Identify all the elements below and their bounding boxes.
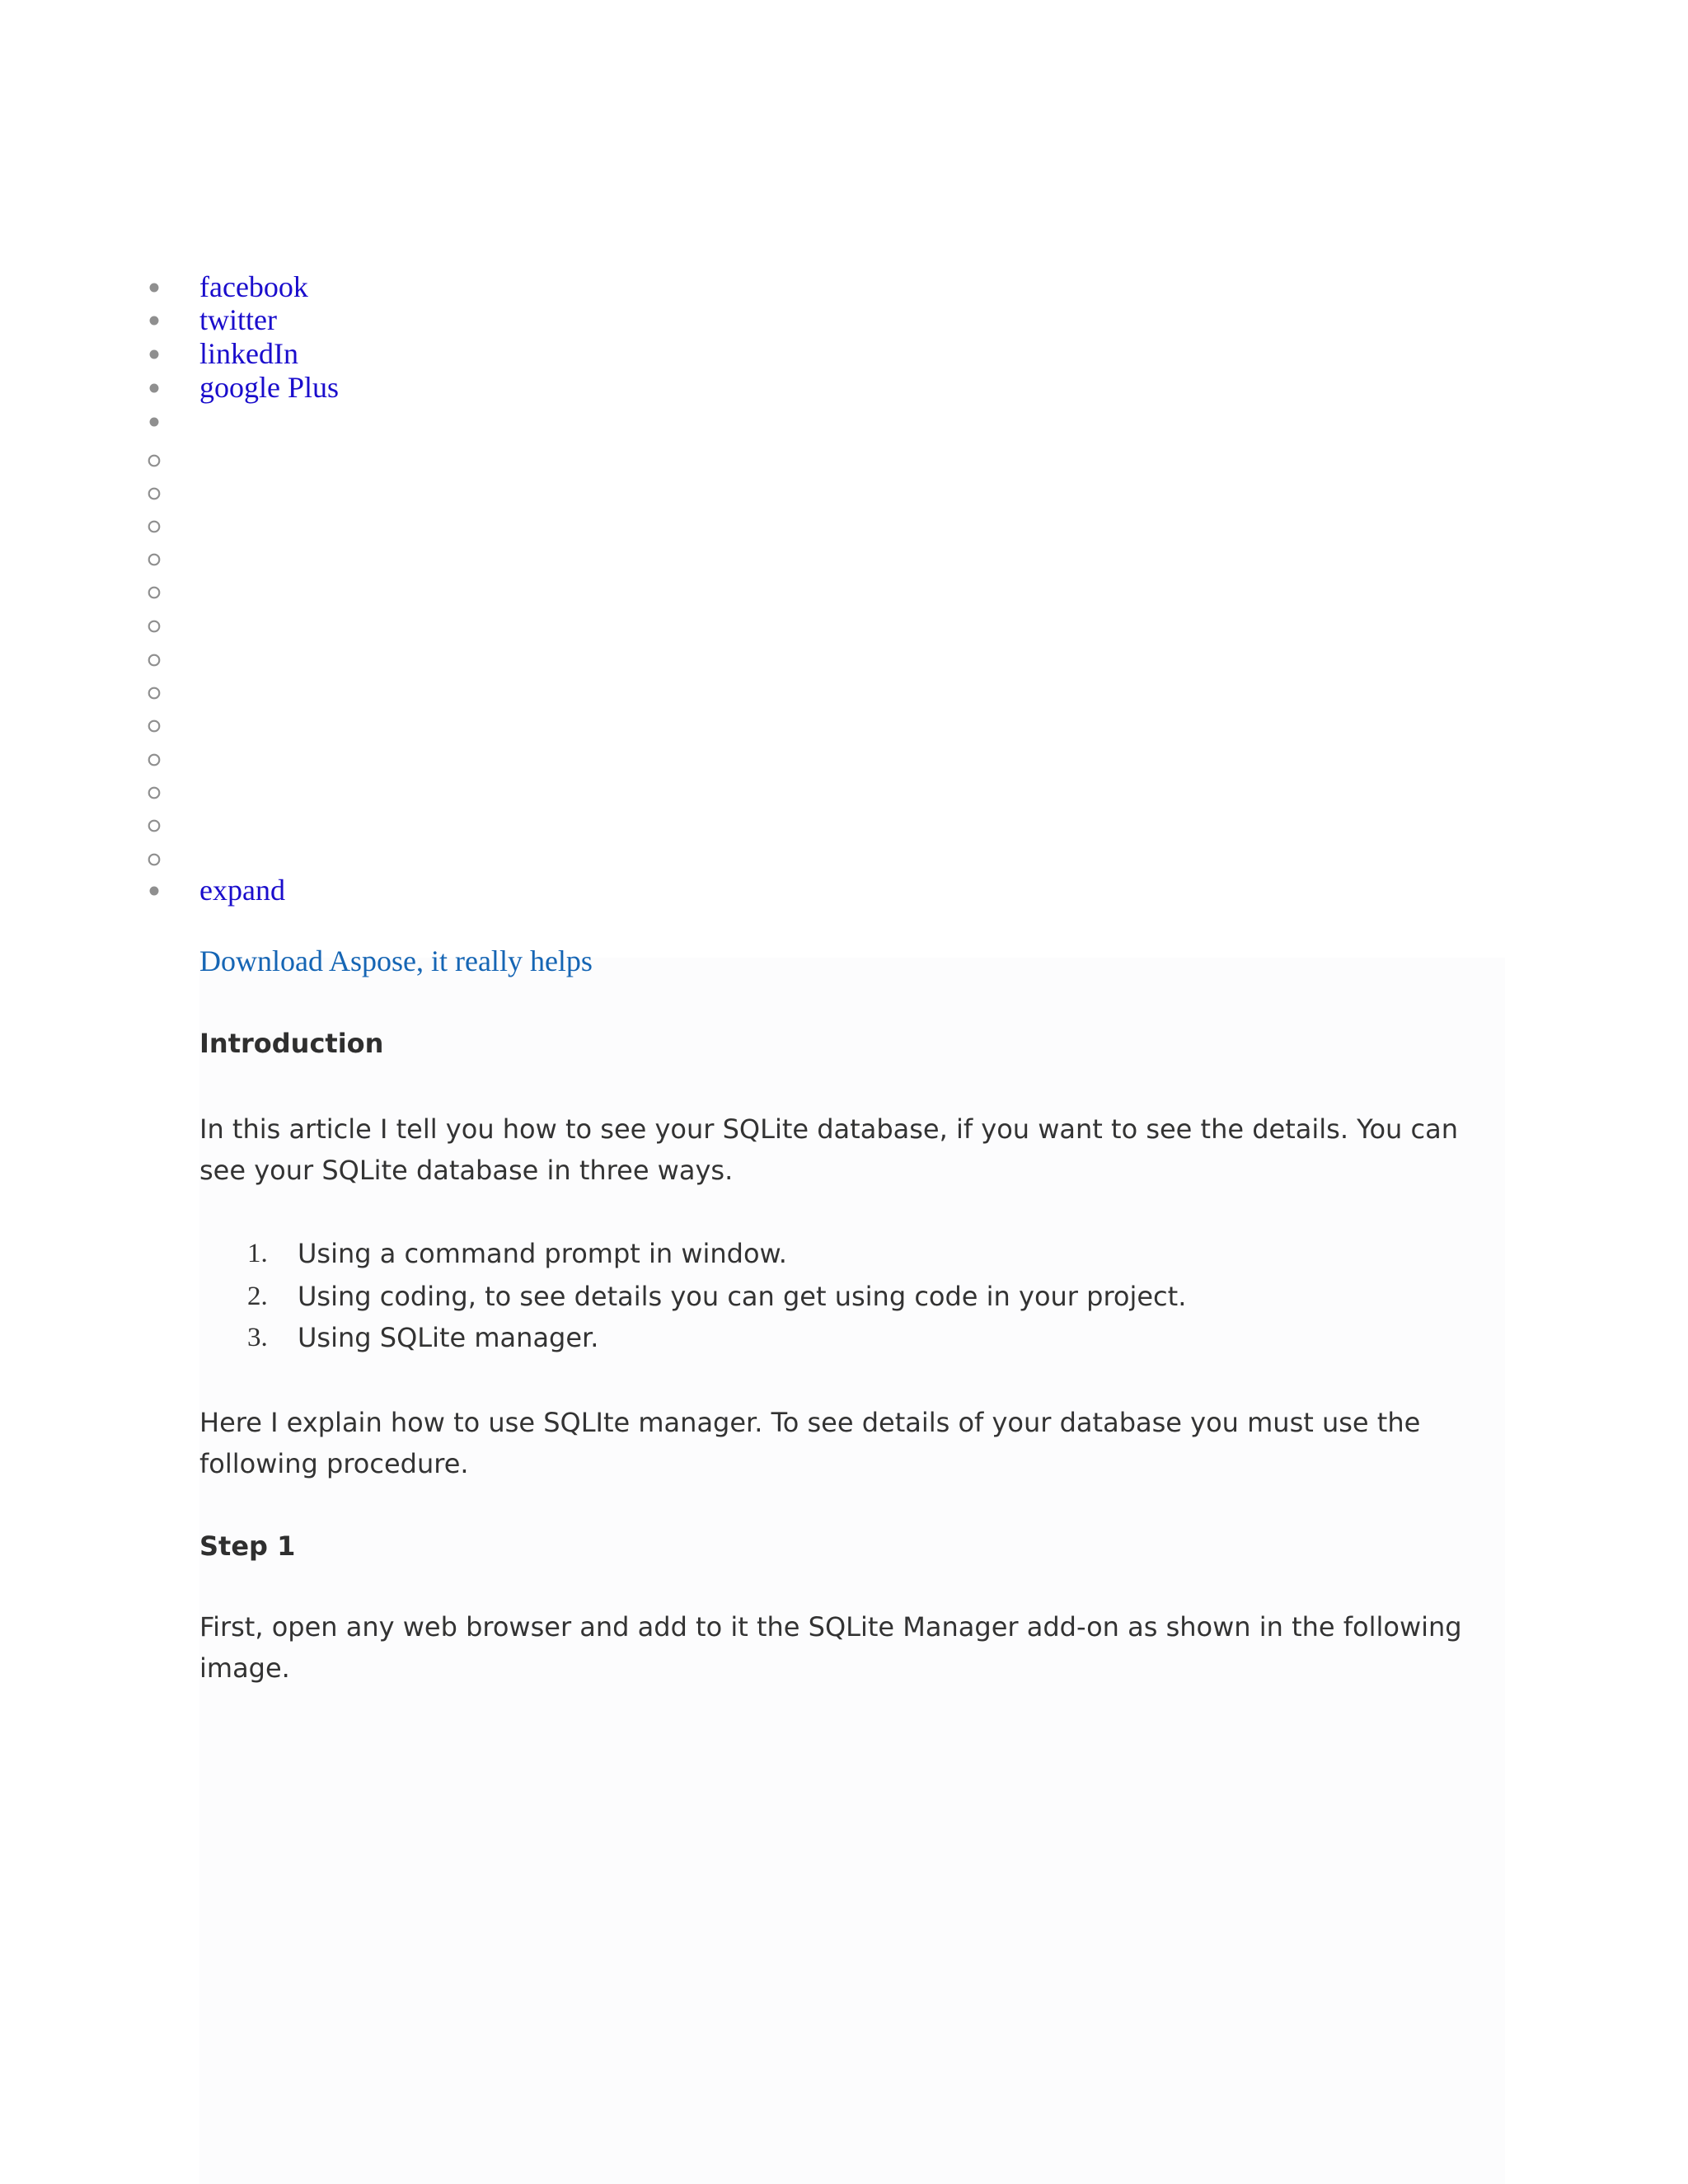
circle-bullet-icon <box>148 687 161 700</box>
step-1-paragraph: First, open any web browser and add to it the SQLite Manager add-on as shown in the following image. <box>199 1611 1462 1684</box>
circle-bullet-icon <box>148 521 161 533</box>
list-item-text: Using SQLite manager. <box>298 1322 599 1353</box>
bullet-icon <box>150 887 159 896</box>
google-plus-link[interactable]: google Plus <box>199 371 340 404</box>
introduction-heading: Introduction <box>199 1028 384 1059</box>
step-1-heading: Step 1 <box>199 1530 296 1562</box>
list-item <box>0 1233 1484 1274</box>
explain-paragraph: Here I explain how to use SQLIte manager. To see details of your database you must use the following procedure. <box>199 1407 1421 1479</box>
linkedin-link[interactable]: linkedIn <box>199 337 298 370</box>
bullet-icon <box>150 384 159 393</box>
bullet-icon <box>150 350 159 359</box>
intro-paragraph: In this article I tell you how to see your SQLite database, if you want to see the details. You can see your SQLite database in three ways. <box>199 1113 1458 1186</box>
circle-bullet-icon <box>148 455 161 467</box>
download-aspose-link[interactable]: Download Aspose, it really helps <box>199 944 593 977</box>
list-item-text: Using a command prompt in window. <box>298 1238 787 1269</box>
list-item-text: Using coding, to see details you can get using code in your project. <box>298 1281 1187 1312</box>
circle-bullet-icon <box>148 488 161 500</box>
list-number: 3. <box>247 1323 268 1352</box>
bullet-icon <box>150 316 159 326</box>
circle-bullet-icon <box>148 720 161 733</box>
circle-bullet-icon <box>148 854 161 866</box>
circle-bullet-icon <box>148 754 161 766</box>
bullet-icon <box>150 284 159 293</box>
circle-bullet-icon <box>148 621 161 633</box>
list-item <box>0 1317 1484 1358</box>
circle-bullet-icon <box>148 654 161 667</box>
list-number: 2. <box>247 1282 268 1311</box>
bullet-icon <box>150 418 159 427</box>
twitter-link[interactable]: twitter <box>199 303 277 336</box>
list-number: 1. <box>247 1239 268 1268</box>
circle-bullet-icon <box>148 587 161 599</box>
facebook-link[interactable]: facebook <box>199 270 308 303</box>
expand-link[interactable]: expand <box>199 874 285 907</box>
circle-bullet-icon <box>148 820 161 832</box>
list-item <box>0 1276 1484 1317</box>
circle-bullet-icon <box>148 554 161 566</box>
circle-bullet-icon <box>148 787 161 799</box>
